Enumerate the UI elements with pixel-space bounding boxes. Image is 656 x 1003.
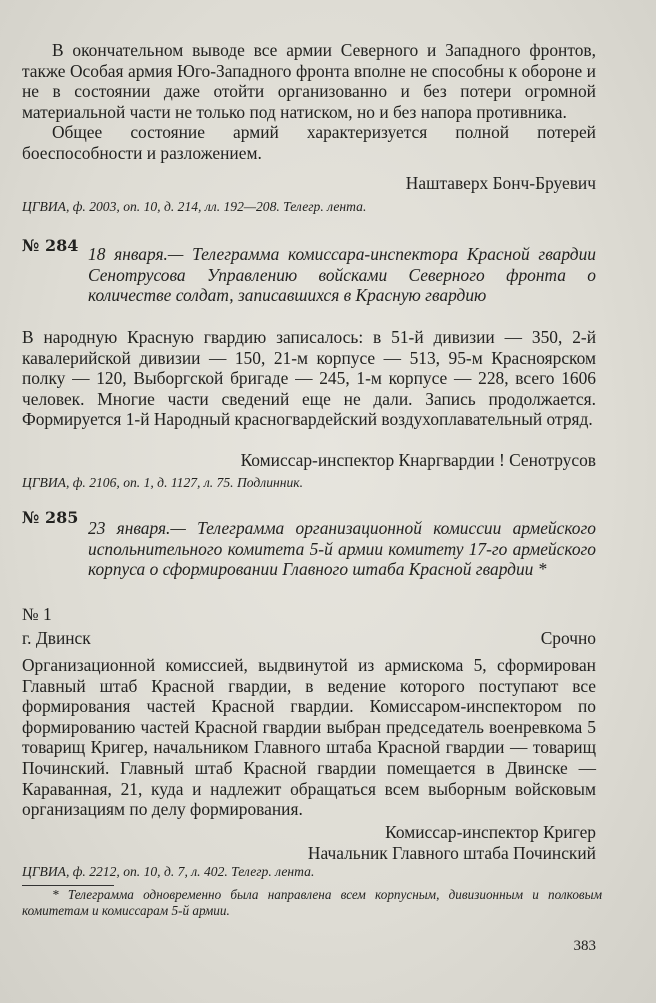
document-heading-284: 18 января.— Телеграмма комиссара-инспектора Красной гвардии Сенотрусова Управлению войсками Северного фронта о количестве солдат, записавшихся в Красную гвардию <box>88 244 596 306</box>
telegram-urgency: Срочно <box>540 628 596 648</box>
footnote: * Телеграмма одновременно была направлена всем корпусным, дивизионным и полковым комитетам и комиссарам 5-й армии. <box>22 887 602 919</box>
intro-signature: Наштаверх Бонч-Бруевич <box>405 173 596 193</box>
document-signature-285-commissar: Комиссар-инспектор Кригер <box>385 822 596 842</box>
document-heading-285: 23 января.— Телеграмма организационной комиссии армейского испольнительного комитета 5-й армии комитету 17-го армейского корпуса о сформировании Главного штаба Красной гвардии * <box>88 518 596 580</box>
intro-source: ЦГВИА, ф. 2003, оп. 10, д. 214, лл. 192—208. Телегр. лента. <box>22 199 367 214</box>
document-number-285: № 285 <box>22 508 79 527</box>
document-source-285: ЦГВИА, ф. 2212, оп. 10, д. 7, л. 402. Телегр. лента. <box>22 864 315 879</box>
telegram-header-row <box>22 628 596 649</box>
intro-paragraph-2: Общее состояние армий характеризуется полной потерей боеспособности и разложением. <box>22 122 596 163</box>
footnote-divider <box>22 885 114 886</box>
document-number-284: № 284 <box>22 236 79 255</box>
page-number: 383 <box>573 938 596 954</box>
intro-paragraph-1: В окончательном выводе все армии Северного и Западного фронтов, также Особая армия Юго-Западного фронта вполне не способны к обороне и не в состоянии даже отойти организованно и без потери огромной материальной части не только под натиском, но и без напора противника. <box>22 40 596 122</box>
intro-section <box>22 40 596 164</box>
telegram-place: г. Двинск <box>22 628 91 648</box>
document-signature-285-chief: Начальник Главного штаба Починский <box>307 843 596 863</box>
document-body-284: В народную Красную гвардию записалось: в 51-й дивизии — 350, 2-й кавалерийской дивизии — 150, 21-м корпусе — 513, 95-м Красноярском полку — 120, Выборгской бригаде — 245, 1-м корпусе — 228, всего 1606 человек. Многие части сведений еще не дали. Запись продолжается. Формируется 1-й Народный красногвардейский воздухоплавательный отряд. <box>22 327 596 430</box>
document-source-284: ЦГВИА, ф. 2106, оп. 1, д. 1127, л. 75. Подлинник. <box>22 475 304 490</box>
document-body-285: Организационной комиссией, выдвинутой из армискома 5, сформирован Главный штаб Красной гвардии, в ведение которого поступают все формирования частей Красной гвардии. Комиссаром-инспектором по формированию частей Красной гвардии выбран председатель военревкома 5 товарищ Кригер, начальником Главного штаба Красной гвардии — товарищ Починский. Главный штаб Красной гвардии помещается в Двинске — Караванная, 21, куда и надлежит обращаться всем выборным войсковым организациям по делу формирования. <box>22 655 596 820</box>
telegram-number: № 1 <box>22 604 52 624</box>
document-signature-284: Комиссар-инспектор Кнаргвардии ! Сенотрусов <box>240 450 596 470</box>
